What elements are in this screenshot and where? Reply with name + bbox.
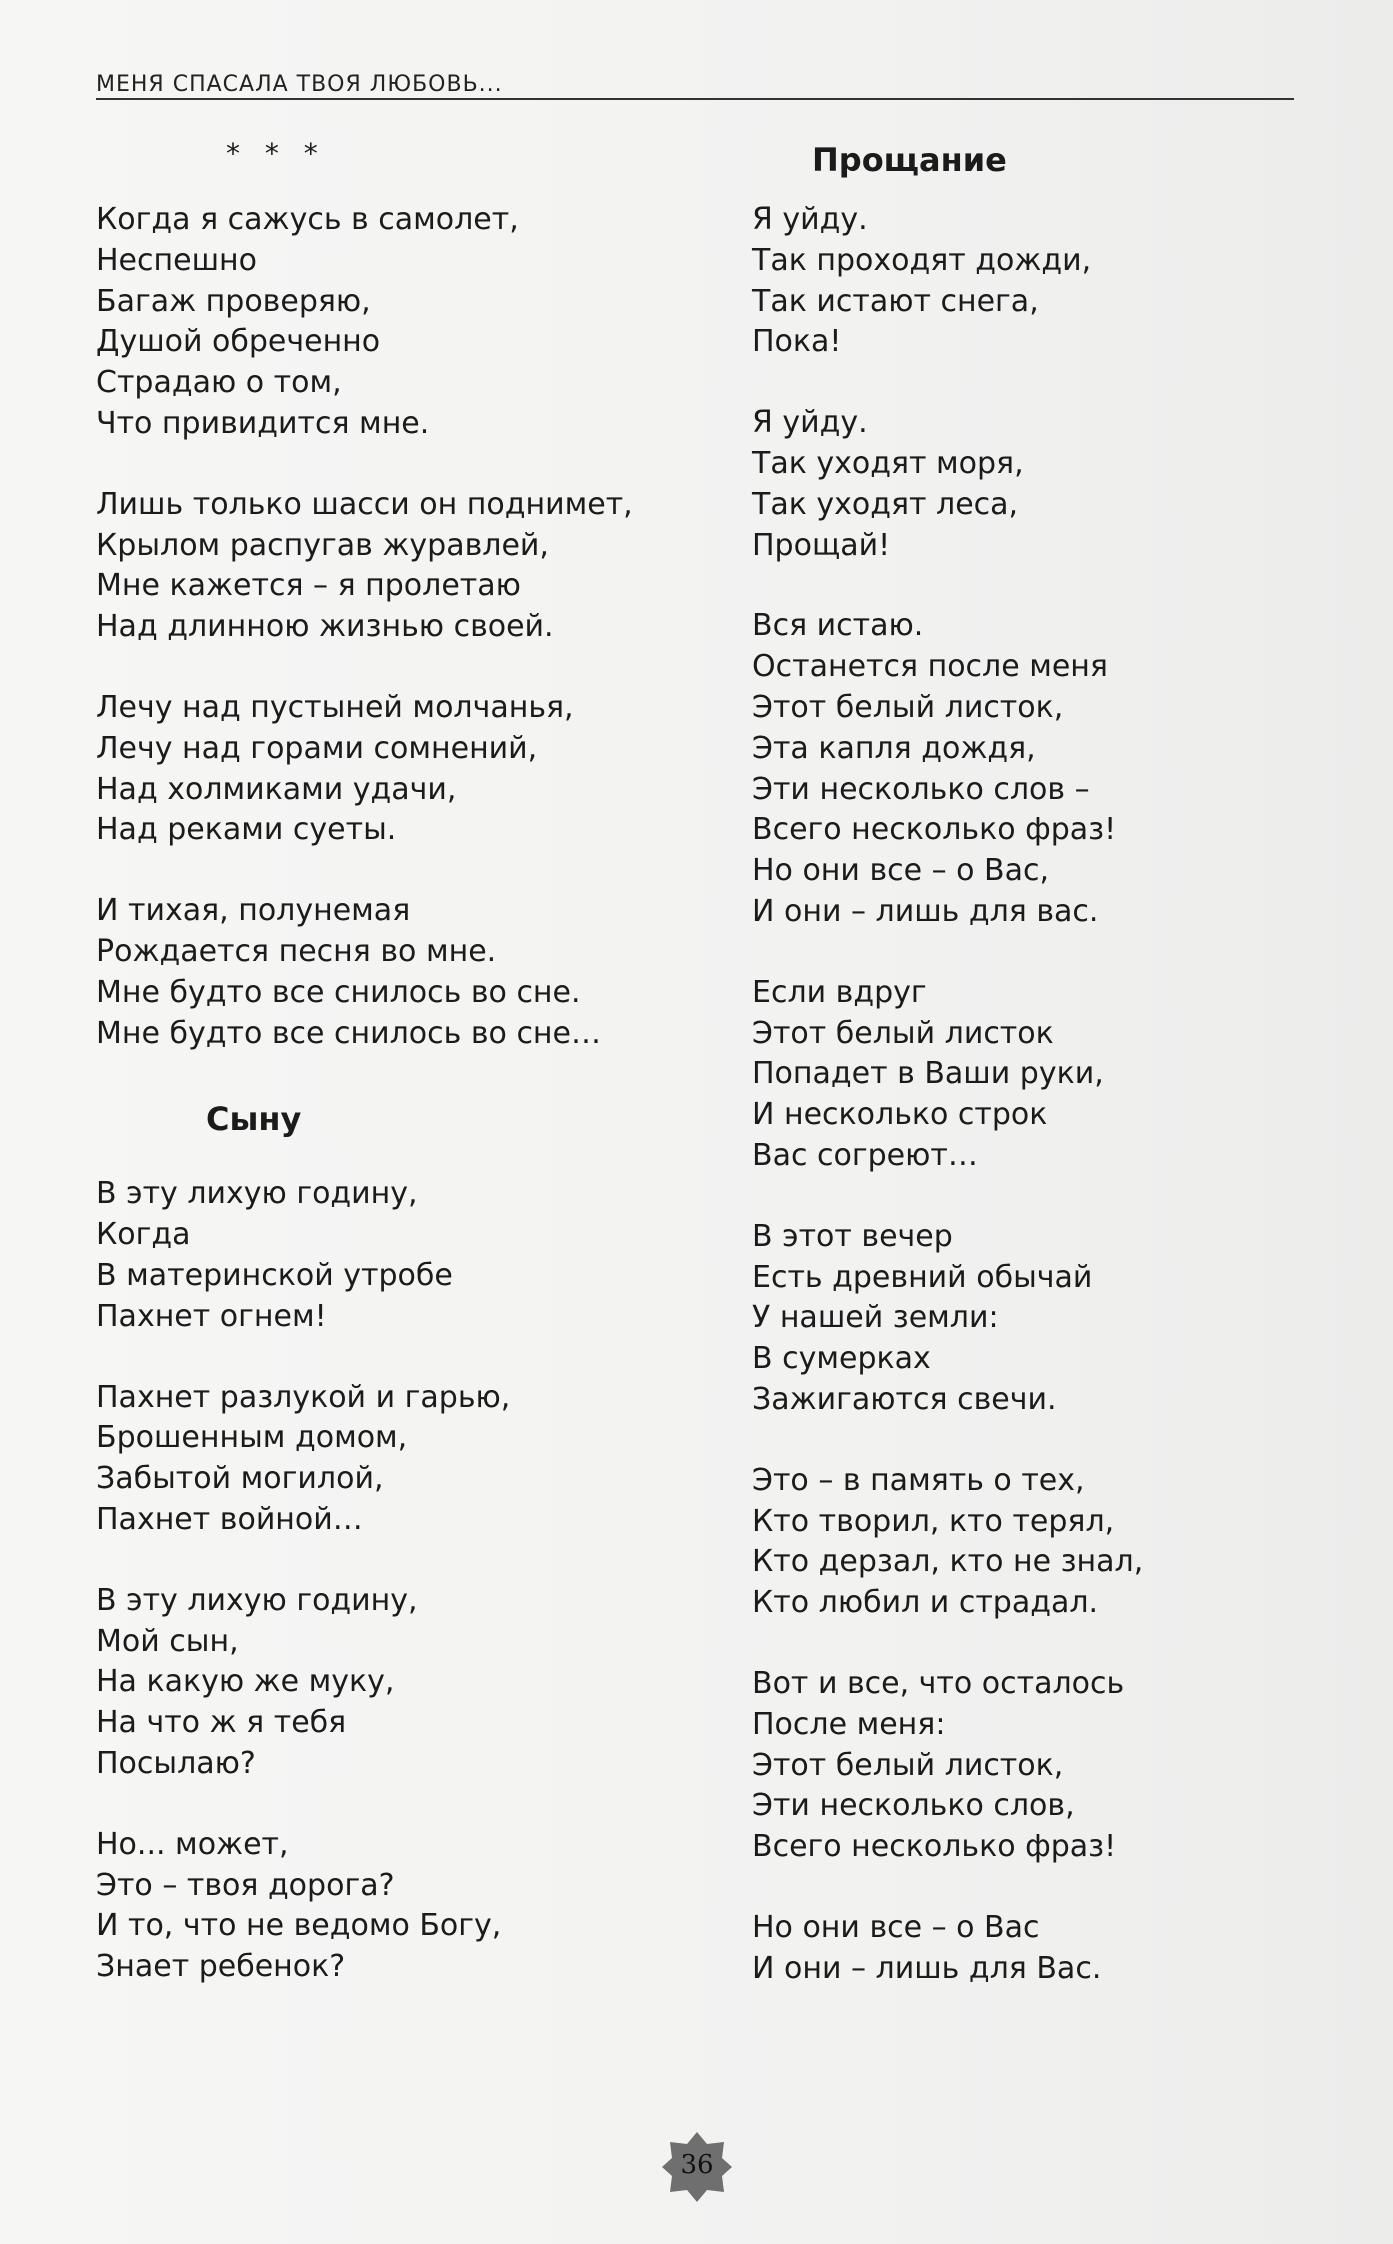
verse-line: Этот белый листок [752, 1015, 1054, 1051]
stanza [752, 606, 1312, 932]
verse-line: Пахнет разлукой и гарью, [96, 1379, 511, 1415]
verse-line: В сумерках [752, 1341, 931, 1377]
verse-line: Страдаю о том, [96, 365, 342, 401]
verse-line: Душой обреченно [96, 324, 381, 360]
verse-line: Попадет в Ваши руки, [752, 1056, 1104, 1092]
verse-line: Я уйду. [752, 405, 868, 441]
verse-line: Зажигаются свечи. [752, 1381, 1057, 1417]
verse-line: Так уходят леса, [752, 486, 1019, 522]
verse-line: Вот и все, что осталось [752, 1665, 1125, 1701]
page-number: 36 [680, 2150, 714, 2180]
verse-line: Рождается песня во мне. [96, 933, 497, 969]
poem-syn [96, 1174, 676, 1988]
verse-line: Когда я сажусь в самолет, [96, 202, 519, 237]
stanza [96, 200, 676, 445]
verse-line: И несколько строк [752, 1097, 1048, 1133]
verse-line: Кто творил, кто терял, [752, 1503, 1115, 1539]
verse-line: Посылаю? [96, 1745, 256, 1781]
left-column [96, 138, 676, 2028]
verse-line: Над реками суеты. [96, 812, 397, 848]
stanza [752, 1217, 1312, 1421]
verse-line: Мой сын, [96, 1623, 239, 1659]
verse-line: На что ж я тебя [96, 1705, 347, 1741]
verse-line: Так уходят моря, [752, 445, 1024, 481]
poem-untitled [96, 200, 676, 1054]
section-stars: * * * [226, 137, 326, 170]
header-rule [96, 98, 1294, 100]
verse-line: Прощай! [752, 527, 891, 563]
verse-line: Есть древний обычай [752, 1259, 1093, 1295]
stanza [96, 1174, 676, 1337]
verse-line: Мне кажется – я пролетаю [96, 568, 521, 604]
verse-line: После меня: [752, 1706, 946, 1742]
stanza [752, 200, 1312, 363]
stanza [96, 1825, 676, 1988]
stanza [752, 973, 1312, 1177]
verse-line: Всего несколько фраз! [752, 1829, 1117, 1865]
verse-line: Эти несколько слов – [752, 771, 1090, 807]
poem-title-proshchanie: Прощание [812, 141, 1007, 179]
verse-line: Так истают снега, [752, 283, 1039, 319]
verse-line: Этот белый листок, [752, 1747, 1064, 1783]
verse-line: Это – твоя дорога? [96, 1867, 395, 1903]
verse-line: Я уйду. [752, 202, 868, 237]
verse-line: Когда [96, 1217, 191, 1253]
verse-line: Мне будто все снилось во сне… [96, 1015, 602, 1051]
verse-line: Всего несколько фраз! [752, 812, 1117, 848]
verse-line: Кто дерзал, кто не знал, [752, 1544, 1144, 1580]
verse-line: И они – лишь для Вас. [752, 1950, 1102, 1986]
stanza [752, 403, 1312, 566]
stanza [752, 1908, 1312, 1990]
right-column [752, 138, 1312, 2029]
verse-line: У нашей земли: [752, 1300, 999, 1336]
verse-line: Неспешно [96, 242, 258, 278]
stanza [96, 1378, 676, 1541]
verse-line: Но они все – о Вас [752, 1909, 1040, 1945]
verse-line: Если вдруг [752, 974, 927, 1010]
verse-line: Лечу над пустыней молчанья, [96, 689, 574, 725]
verse-line: Пахнет войной… [96, 1501, 363, 1537]
verse-line: Что привидится мне. [96, 405, 430, 441]
stanza [752, 1461, 1312, 1624]
stanza [752, 1664, 1312, 1868]
verse-line: Пахнет огнем! [96, 1298, 327, 1334]
verse-line: Эти несколько слов, [752, 1788, 1075, 1824]
verse-line: Мне будто все снилось во сне. [96, 974, 581, 1010]
verse-line: Багаж проверяю, [96, 283, 371, 319]
verse-line: Останется после меня [752, 649, 1108, 685]
verse-line: И они – лишь для вас. [752, 893, 1099, 929]
verse-line: Кто любил и страдал. [752, 1585, 1099, 1621]
verse-line: Над длинною жизнью своей. [96, 609, 554, 645]
verse-line: В эту лихую годину, [96, 1582, 418, 1618]
stanza [96, 1581, 676, 1785]
poem-title-syn: Сыну [206, 1100, 302, 1139]
verse-line: Лечу над горами сомнений, [96, 730, 538, 766]
stanza [96, 891, 676, 1054]
verse-line: Забытой могилой, [96, 1461, 384, 1497]
verse-line: Так проходят дожди, [752, 242, 1092, 278]
verse-line: Брошенным домом, [96, 1420, 408, 1456]
verse-line: Пока! [752, 324, 842, 360]
poem-proshchanie [752, 200, 1312, 1989]
verse-line: И то, что не ведомо Богу, [96, 1908, 502, 1944]
stanza [96, 688, 676, 851]
verse-line: Этот белый листок, [752, 689, 1064, 725]
verse-line: Вся истаю. [752, 608, 924, 644]
verse-line: Над холмиками удачи, [96, 771, 457, 807]
verse-line: Но они все – о Вас, [752, 853, 1050, 889]
verse-line: Вас согреют… [752, 1137, 978, 1173]
verse-line: В материнской утробе [96, 1257, 453, 1293]
verse-line: Это – в память о тех, [752, 1462, 1085, 1498]
verse-line: В этот вечер [752, 1218, 953, 1254]
verse-line: Но... может, [96, 1826, 289, 1862]
verse-line: Лишь только шасси он поднимет, [96, 486, 633, 522]
verse-line: Крылом распугав журавлей, [96, 527, 549, 563]
verse-line: На какую же муку, [96, 1664, 395, 1700]
stanza [96, 485, 676, 648]
verse-line: Знает ребенок? [96, 1949, 346, 1985]
verse-line: Эта капля дождя, [752, 730, 1036, 766]
verse-line: И тихая, полунемая [96, 893, 411, 929]
running-title: МЕНЯ СПАСАЛА ТВОЯ ЛЮБОВЬ... [96, 72, 503, 97]
verse-line: В эту лихую годину, [96, 1176, 418, 1212]
